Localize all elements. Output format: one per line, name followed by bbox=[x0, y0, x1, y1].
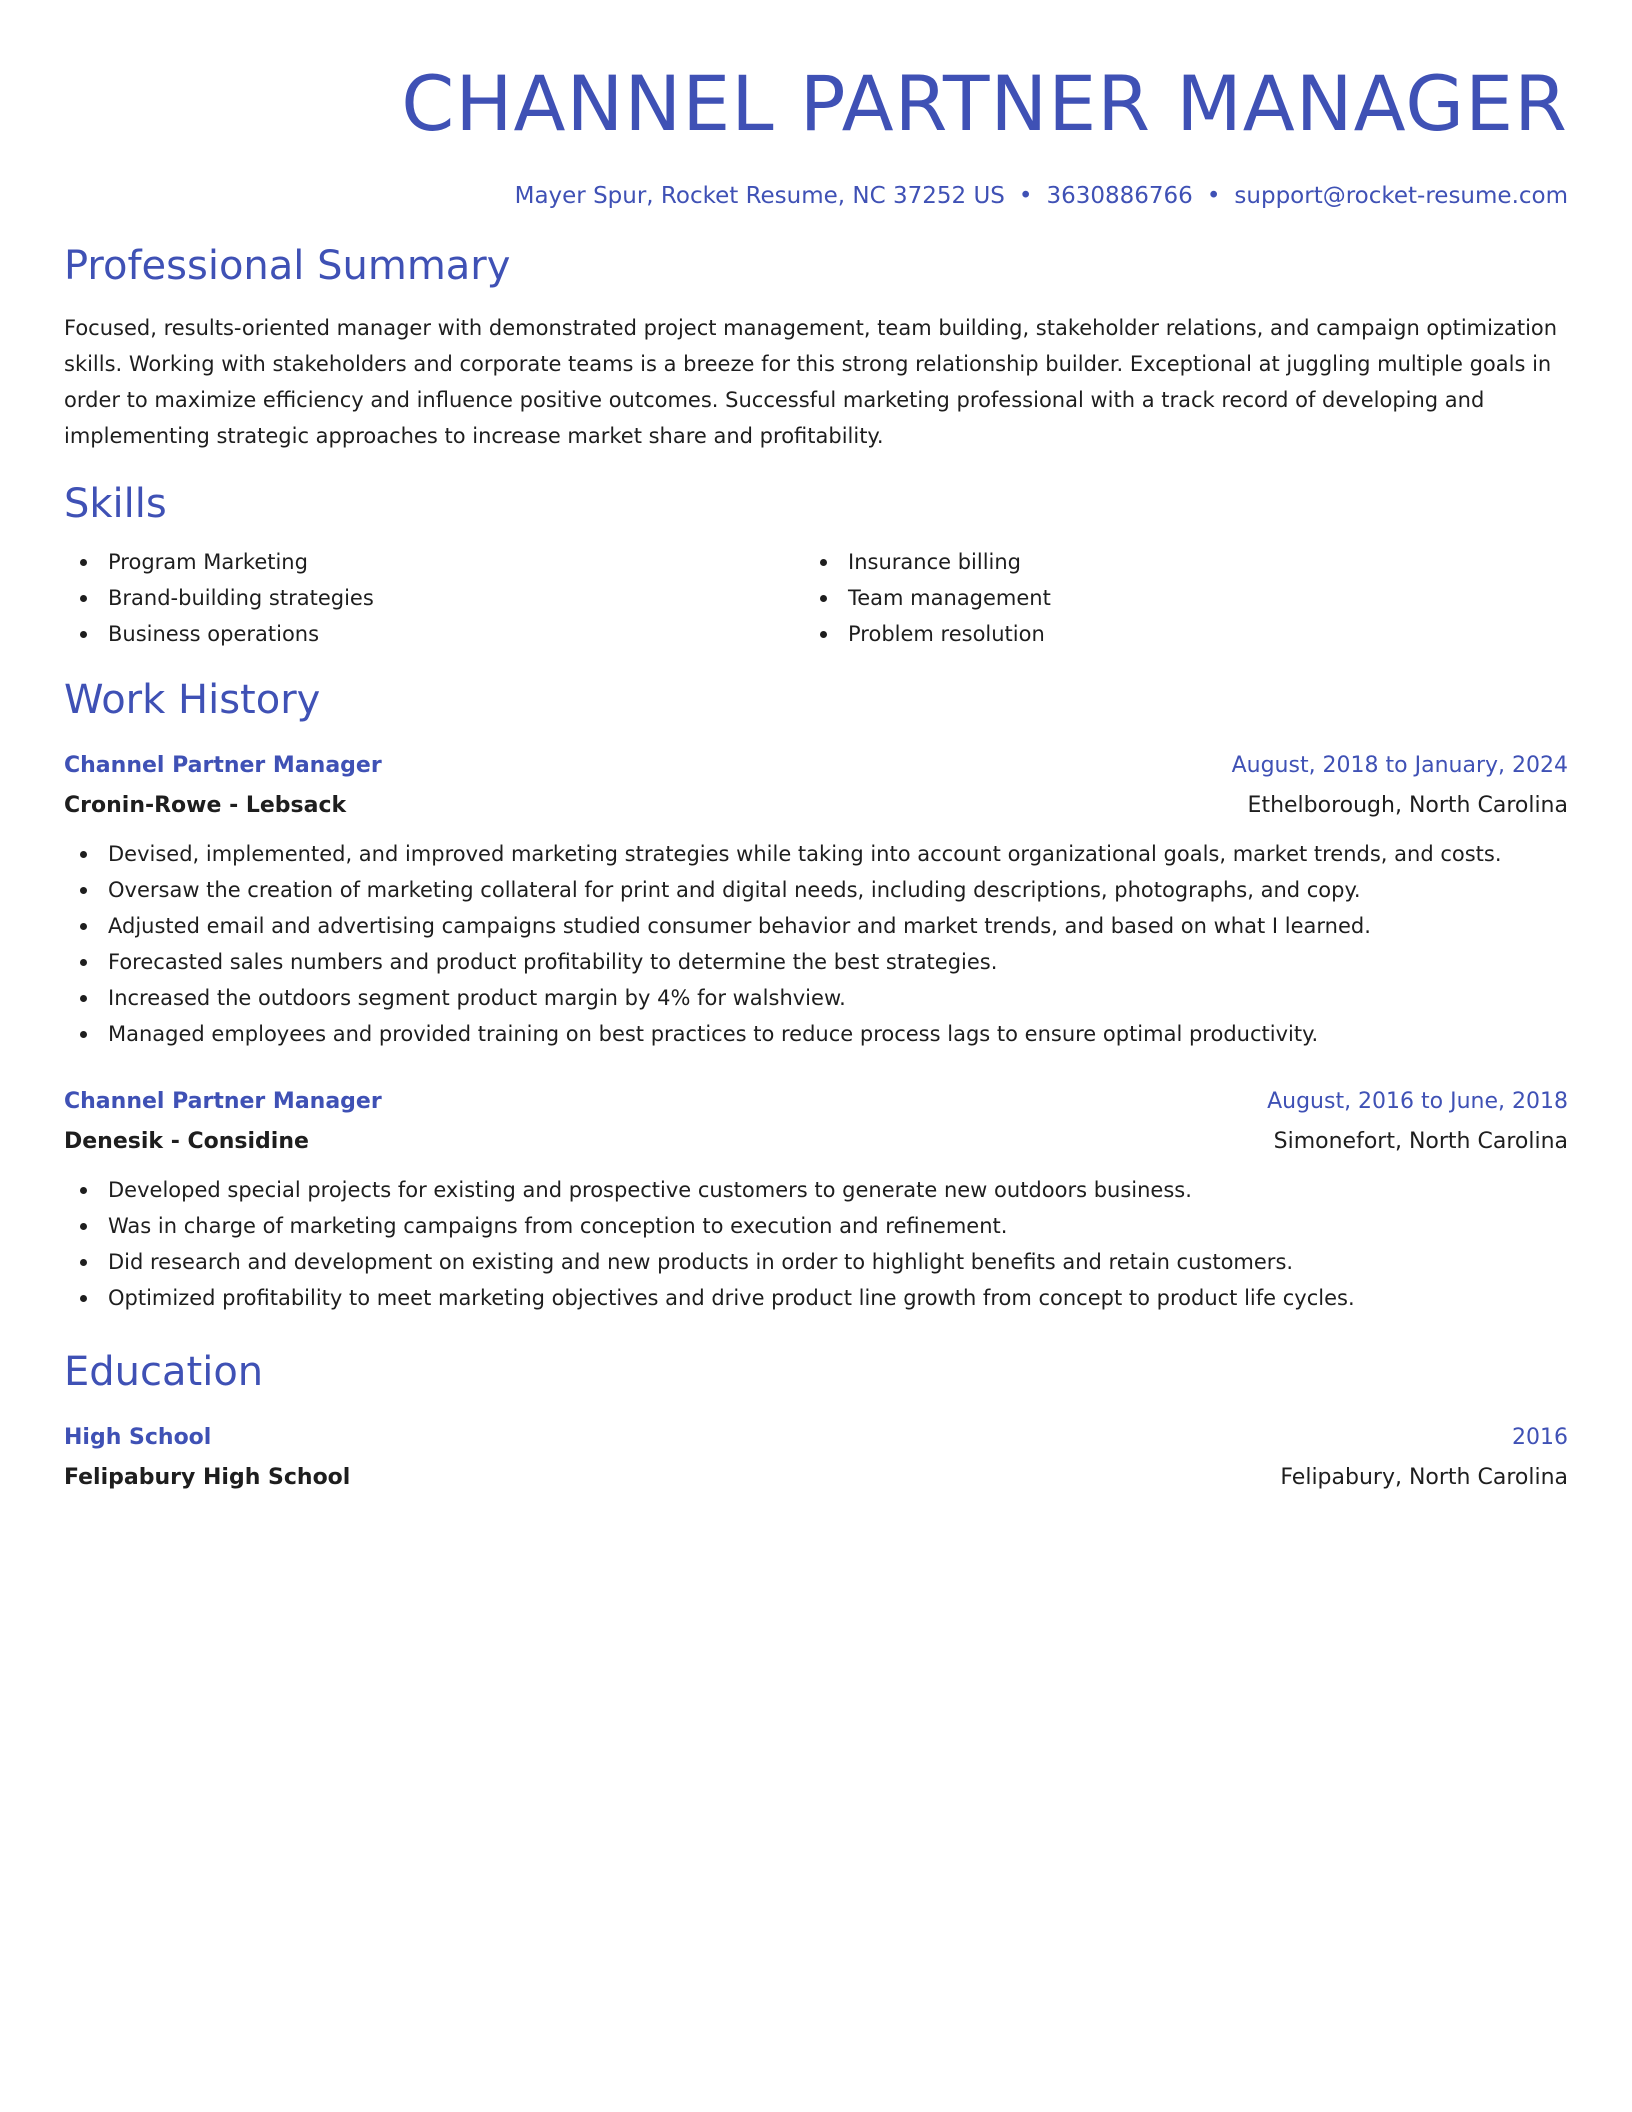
candidate-name: CHANNEL PARTNER MANAGER bbox=[401, 59, 1568, 148]
job-role: Channel Partner Manager bbox=[64, 1089, 382, 1114]
job-dates: August, 2016 to June, 2018 bbox=[1267, 1089, 1568, 1114]
skill-item: Problem resolution bbox=[804, 616, 1544, 652]
job-dates: August, 2018 to January, 2024 bbox=[1231, 753, 1568, 778]
skills-list bbox=[64, 544, 1568, 652]
job-bullet: Increased the outdoors segment product margin by 4% for walshview. bbox=[64, 980, 1568, 1016]
job-bullet: Was in charge of marketing campaigns from conception to execution and refinement. bbox=[64, 1208, 1568, 1244]
job-bullet: Did research and development on existing and new products in order to highlight benefits and retain customers. bbox=[64, 1244, 1568, 1280]
job-title-row bbox=[64, 1082, 1568, 1122]
job-bullet: Adjusted email and advertising campaigns studied consumer behavior and market trends, and based on what I learned. bbox=[64, 908, 1568, 944]
education-degree: High School bbox=[64, 1425, 212, 1450]
job-location: Simonefort, North Carolina bbox=[1273, 1129, 1568, 1154]
summary-heading: Professional Summary bbox=[64, 243, 511, 289]
education-year: 2016 bbox=[1512, 1425, 1568, 1450]
education-location: Felipabury, North Carolina bbox=[1280, 1465, 1568, 1490]
job-bullet: Forecasted sales numbers and product profitability to determine the best strategies. bbox=[64, 944, 1568, 980]
skills-column-right bbox=[804, 544, 1544, 652]
skill-item: Team management bbox=[804, 580, 1544, 616]
job-company-row bbox=[64, 1122, 1568, 1162]
skills-heading: Skills bbox=[64, 481, 167, 527]
contact-separator: • bbox=[1018, 183, 1033, 209]
skill-item: Insurance billing bbox=[804, 544, 1544, 580]
job-bullet: Developed special projects for existing and prospective customers to generate new outdoors business. bbox=[64, 1172, 1568, 1208]
job-company: Denesik - Considine bbox=[64, 1129, 309, 1154]
job-entry bbox=[64, 1082, 1568, 1316]
job-company: Cronin-Rowe - Lebsack bbox=[64, 793, 347, 818]
resume-header bbox=[64, 56, 1568, 212]
education-school-row bbox=[64, 1458, 1568, 1498]
skill-item: Business operations bbox=[64, 616, 804, 652]
skill-item: Program Marketing bbox=[64, 544, 804, 580]
job-bullet: Devised, implemented, and improved marketing strategies while taking into account organizational goals, market trends, and costs. bbox=[64, 836, 1568, 872]
job-bullets bbox=[64, 836, 1568, 1052]
job-bullet: Managed employees and provided training on best practices to reduce process lags to ensure optimal productivity. bbox=[64, 1016, 1568, 1052]
work-history-heading: Work History bbox=[64, 677, 321, 723]
education-heading: Education bbox=[64, 1349, 264, 1395]
education-entry bbox=[64, 1418, 1568, 1498]
job-role: Channel Partner Manager bbox=[64, 753, 382, 778]
job-bullet: Optimized profitability to meet marketing objectives and drive product line growth from concept to product life cycles. bbox=[64, 1280, 1568, 1316]
job-location: Ethelborough, North Carolina bbox=[1247, 793, 1568, 818]
job-title-row bbox=[64, 746, 1568, 786]
contact-separator: • bbox=[1206, 183, 1221, 209]
job-company-row bbox=[64, 786, 1568, 826]
job-entry bbox=[64, 746, 1568, 1052]
contact-phone: 3630886766 bbox=[1046, 183, 1193, 209]
contact-line bbox=[64, 180, 1568, 212]
job-bullets bbox=[64, 1172, 1568, 1316]
education-school: Felipabury High School bbox=[64, 1465, 351, 1490]
skill-item: Brand-building strategies bbox=[64, 580, 804, 616]
contact-email[interactable]: support@rocket-resume.com bbox=[1234, 183, 1568, 209]
education-degree-row bbox=[64, 1418, 1568, 1458]
job-bullet: Oversaw the creation of marketing collateral for print and digital needs, including descriptions, photographs, and copy. bbox=[64, 872, 1568, 908]
skills-column-left bbox=[64, 544, 804, 652]
summary-text: Focused, results-oriented manager with demonstrated project management, team building, stakeholder relations, and campaign optimization skills. Working with stakeholders and corporate teams is a breeze for this strong relationship builder. Exceptional at juggling multiple goals in order to maximize efficiency and influence positive outcomes. Successful marketing professional with a track record of developing and implementing strategic approaches to increase market share and profitability. bbox=[64, 316, 1558, 448]
contact-address: Mayer Spur, Rocket Resume, NC 37252 US bbox=[514, 183, 1005, 209]
